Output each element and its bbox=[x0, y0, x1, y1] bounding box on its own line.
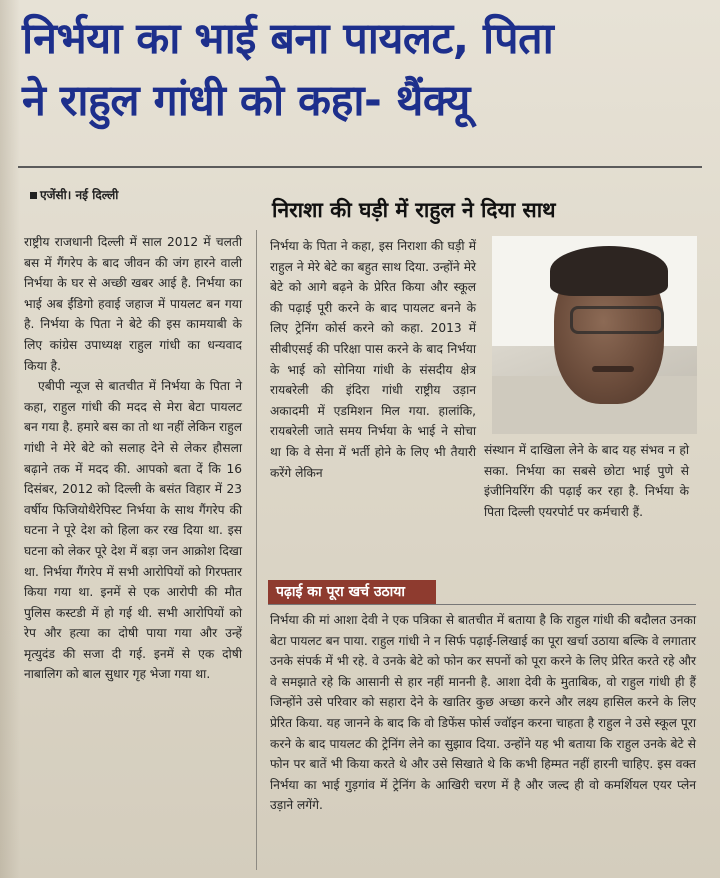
byline bbox=[30, 186, 118, 203]
box-text bbox=[270, 610, 696, 816]
box-heading: पढ़ाई का पूरा खर्च उठाया bbox=[268, 580, 436, 604]
headline-line-2: ने राहुल गांधी को कहा- थैंक्यू bbox=[22, 76, 470, 126]
headline-line-1: निर्भया का भाई बना पायलट, पिता bbox=[22, 14, 554, 64]
column-1-paragraph-2: एबीपी न्यूज से बातचीत में निर्भया के पिता ने कहा, राहुल गांधी की मदद से मेरा बेटा पायलट बन गया है. हमारे बस का तो था नहीं लेकिन राहुल गांधी ने मेरे बेटे को सलाह देने से लेकर हौसला बढ़ाने तक में मदद की. आपको बता दें कि 16 दिसंबर, 2012 को दिल्ली के बसंत विहार में 23 वर्षीय फिजियोथैरेपिस्ट निर्भया के साथ गैंगरेप की घटना ने पूरे देश को हिला कर रख दिया था. इस घटना को लेकर पूरे देश में बड़ा जन आक्रोश दिखा था. निर्भया गैंगरेप में सभी आरोपियों को गिरफ्तार किया गया था. इनमें से एक आरोपी की मौत पुलिस कस्टडी में हो गई थी. सभी आरोपियों को रेप और हत्या का दोषी पाया गया और उन्हें मृत्युदंड की सजा दी गई. इनमें से एक दोषी नाबालिग को बाल सुधार गृह भेजा गया था. bbox=[24, 379, 242, 682]
column-3 bbox=[484, 440, 689, 522]
box-paragraph: निर्भया की मां आशा देवी ने एक पत्रिका से बातचीत में बताया है कि राहुल गांधी की बदौलत उनका बेटा पायलट बन पाया. राहुल गांधी ने न सिर्फ पढ़ाई-लिखाई का पूरा खर्चा उठाया बल्कि वे लगातार उनके संपर्क में भी रहे. वे उनके बेटे को फोन कर सपनों को पूरा करने के लिए प्रेरित करते रहे और वे समझाते रहे कि आसानी से हार नहीं माननी है. आशा देवी के मुताबिक, वो राहुल गांधी ही हैं जिन्होंने उसे परिवार को सहारा देने के खातिर कुछ अच्छा करने और लक्ष्य हासिल करने के लिए प्रेरित किया. यह जानने के बाद कि वो डिफेंस फोर्स ज्वॉइन करना चाहता है राहुल ने उसे स्कूल पूरा करने के बाद पायलट की ट्रेनिंग लेने का सुझाव दिया. उन्होंने यह भी बताया कि राहुल उनके बेटे से फोन पर बातें भी किया करते थे और उसे सिखाते थे कि कभी हिम्मत नहीं हारनी चाहिए. इस वक्त निर्भया का भाई गुड़गांव में ट्रेनिंग के आखिरी चरण में है और जल्द ही वो कमर्शियल एयर प्लेन उड़ाने लगेंगे. bbox=[270, 613, 696, 813]
portrait-photo bbox=[492, 236, 697, 434]
column-2 bbox=[270, 236, 476, 483]
byline-text: एजेंसी। नई दिल्ली bbox=[40, 188, 119, 202]
headline bbox=[22, 8, 702, 132]
column-1 bbox=[24, 232, 242, 685]
subheading: निराशा की घड़ी में राहुल ने दिया साथ bbox=[272, 198, 556, 222]
page-shadow bbox=[0, 0, 20, 878]
column-divider bbox=[256, 230, 257, 870]
column-1-paragraph-1: राष्ट्रीय राजधानी दिल्ली में साल 2012 में चलती बस में गैंगरेप के बाद जीवन की जंग हारने वाली निर्भया के घर से अच्छी खबर आई है. निर्भया का भाई अब ईंडिगो हवाई जहाज में पायलट बन गया है. निर्भया के पिता ने बेटे की इस कामयाबी के लिए कांग्रेस उपाध्यक्ष राहुल गांधी का धन्यवाद किया है. bbox=[24, 235, 242, 373]
headline-rule bbox=[18, 166, 702, 168]
column-3-text: संस्थान में दाखिला लेने के बाद यह संभव न हो सका. निर्भया का सबसे छोटा भाई पुणे से इंजीनियरिंग की पढ़ाई कर रहा है. निर्भया के पिता दिल्ली एयरपोर्ट पर कर्मचारी हैं. bbox=[484, 443, 689, 519]
box-heading-rule bbox=[268, 604, 696, 605]
column-2-text: निर्भया के पिता ने कहा, इस निराशा की घड़ी में राहुल ने मेरे बेटे का बहुत साथ दिया. उन्होंने मेरे बेटे को आगे बढ़ने के प्रेरित किया और स्कूल की पढ़ाई पूरी करने के बाद पायलट बनने के लिए ट्रेनिंग कोर्स करने को कहा. 2013 में सीबीएसई की परिक्षा पास करने के बाद निर्भया के भाई को सोनिया गांधी के संसदीय क्षेत्र रायबरेली की इंदिरा गांधी राष्ट्रीय उड़ान अकादमी में एडमिशन मिल गया. हालांकि, रायबरेली जाते समय निर्भया के भाई ने सोचा था कि वे सेना में भर्ती होने के लिए भी तैयारी करेंगे लेकिन bbox=[270, 239, 476, 480]
byline-square-icon bbox=[30, 192, 37, 199]
